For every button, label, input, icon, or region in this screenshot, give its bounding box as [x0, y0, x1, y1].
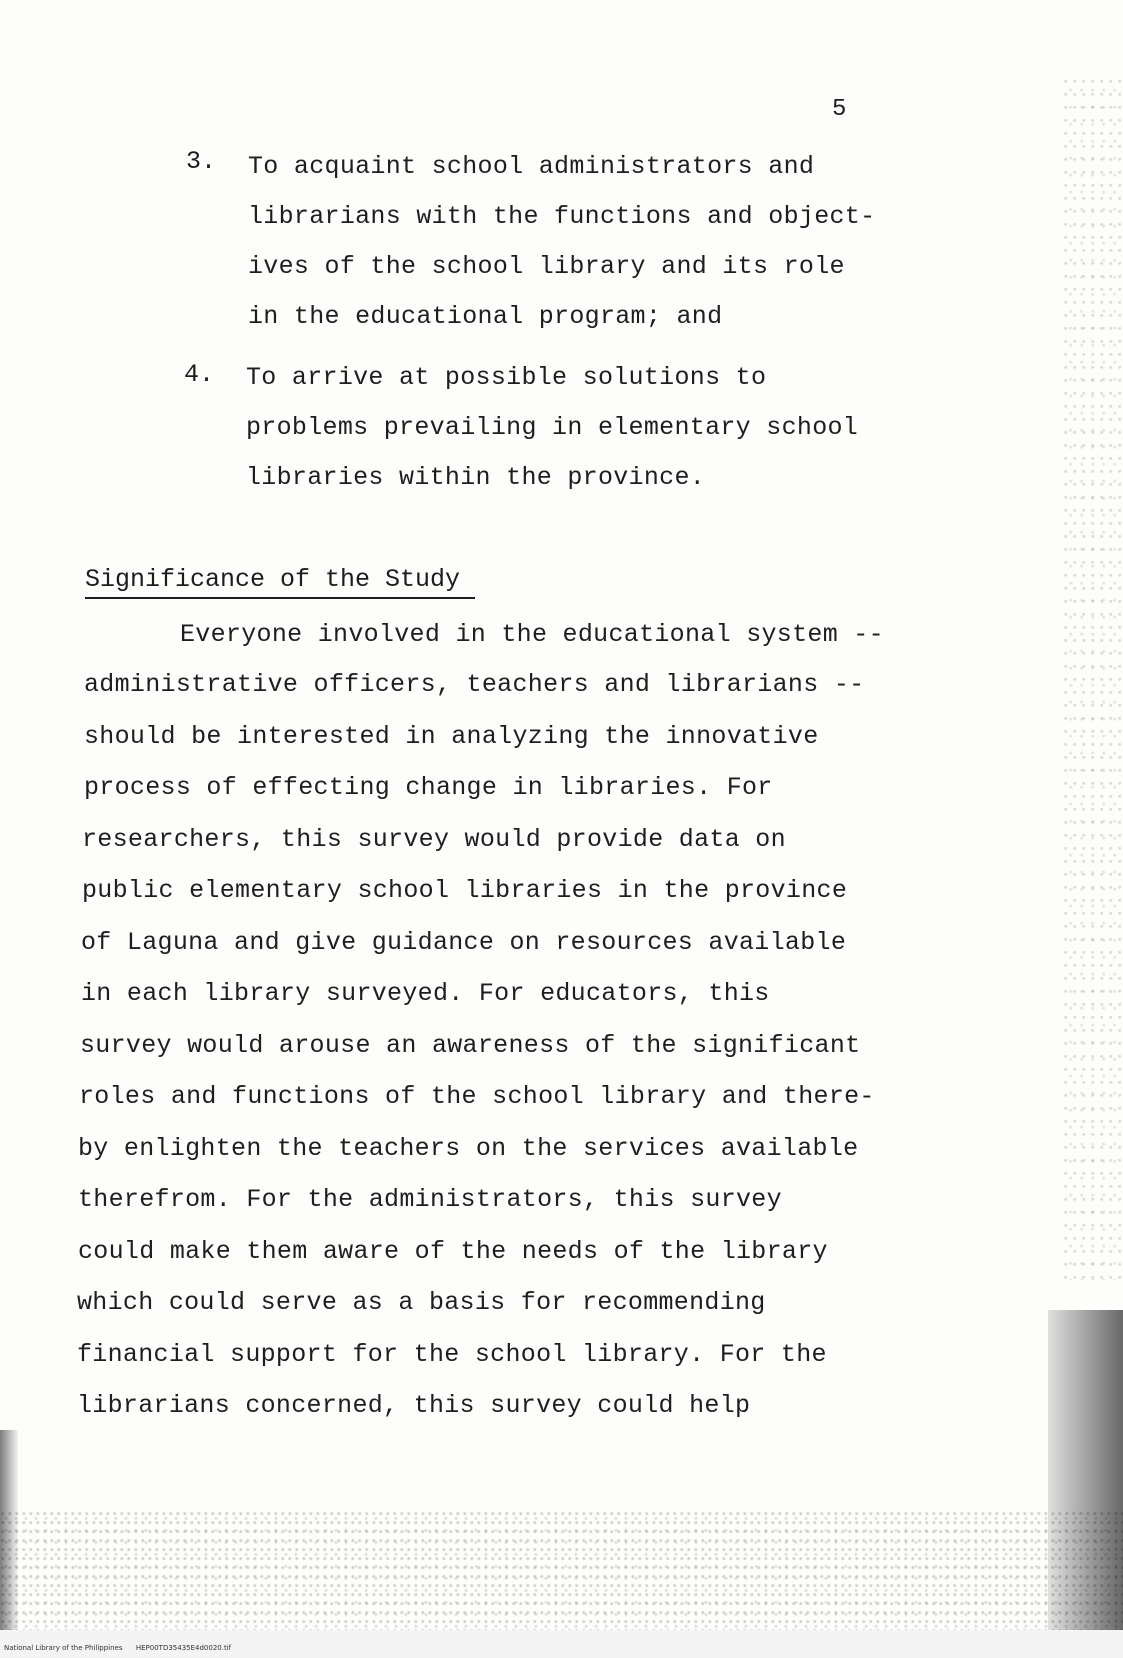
objective-number: 4. [184, 360, 215, 389]
objective-line: To arrive at possible solutions to [246, 363, 767, 392]
objective-line: ives of the school library and its role [248, 252, 845, 281]
paragraph-line: could make them aware of the needs of the library [78, 1237, 828, 1266]
paragraph-line: should be interested in analyzing the innovative [84, 722, 819, 751]
scan-file-code: HEP00TD35435E4d0020.tif [135, 1644, 232, 1652]
objective-line: To acquaint school administrators and [248, 152, 815, 181]
paragraph-line: therefrom. For the administrators, this survey [78, 1185, 782, 1214]
paragraph-line: Everyone involved in the educational system -- [180, 620, 884, 649]
paragraph-line: researchers, this survey would provide data on [82, 825, 786, 854]
objective-line: problems prevailing in elementary school [246, 413, 859, 442]
paragraph-line: public elementary school libraries in the province [82, 876, 848, 905]
paragraph-line: which could serve as a basis for recommending [77, 1288, 766, 1317]
page-number: 5 [832, 96, 847, 123]
paragraph-line: survey would arouse an awareness of the significant [80, 1031, 861, 1060]
paragraph-line: roles and functions of the school library and there- [79, 1082, 875, 1111]
paragraph-line: process of effecting change in libraries. For [84, 773, 773, 802]
objective-line: libraries within the province. [246, 463, 706, 492]
paragraph-line: in each library surveyed. For educators, this [81, 979, 770, 1008]
scan-footer-strip [0, 1630, 1123, 1658]
scan-noise-right-edge [1063, 80, 1123, 1280]
paragraph-line: administrative officers, teachers and librarians -- [84, 670, 865, 699]
objective-number: 3. [186, 147, 217, 176]
objective-line: in the educational program; and [248, 302, 723, 331]
objective-line: librarians with the functions and object- [248, 202, 876, 231]
paragraph-line: financial support for the school library. For the [77, 1340, 827, 1369]
archive-name: National Library of the Philippines [4, 1644, 123, 1652]
section-heading: Significance of the Study [85, 565, 461, 594]
scan-footer-label [4, 1644, 231, 1652]
paragraph-line: librarians concerned, this survey could help [77, 1391, 751, 1420]
scan-noise-bottom-edge [0, 1510, 1123, 1630]
heading-underline [85, 597, 475, 599]
paragraph-line: of Laguna and give guidance on resources available [81, 928, 847, 957]
paragraph-line: by enlighten the teachers on the services available [78, 1134, 859, 1163]
